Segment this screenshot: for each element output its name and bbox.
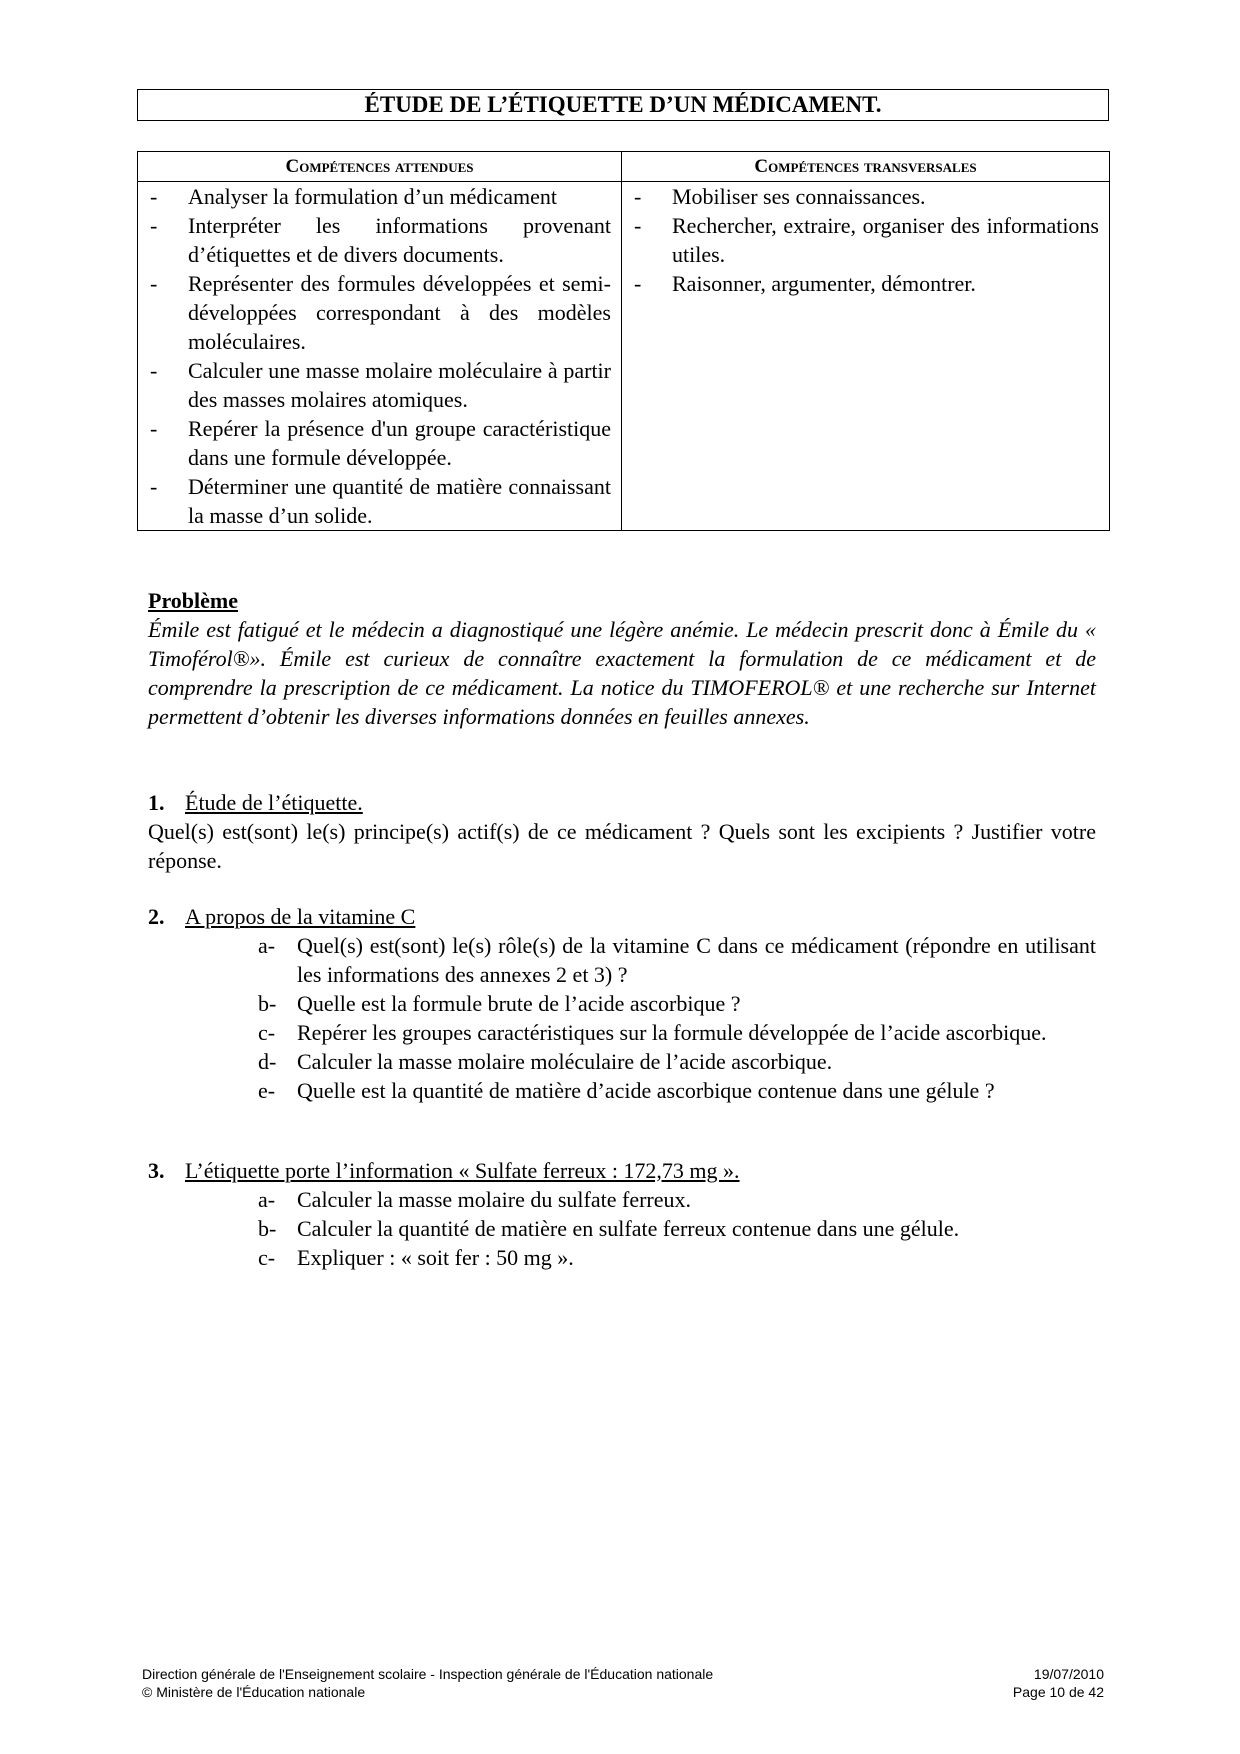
header-competences-attendues: Compétences attendues <box>138 152 622 182</box>
item-text: Expliquer : « soit fer : 50 mg ». <box>297 1245 574 1270</box>
item-letter: d- <box>258 1049 277 1074</box>
item-text: Quel(s) est(sont) le(s) rôle(s) de la vitamine C dans ce médicament (répondre en utilisant les informations des annexes 2 et 3) ? <box>297 933 1096 987</box>
probleme-section <box>148 586 1096 731</box>
list-item <box>258 989 1096 1018</box>
question-label: L’étiquette porte l’information « Sulfate ferreux : 172,73 mg ». <box>185 1158 740 1183</box>
item-text: Repérer les groupes caractéristiques sur la formule développée de l’acide ascorbique. <box>297 1020 1047 1045</box>
item-letter: b- <box>258 1216 277 1241</box>
probleme-title: Problème <box>148 588 239 613</box>
item-letter: a- <box>258 933 276 958</box>
list-item <box>258 1243 1096 1272</box>
footer-institution: Direction générale de l'Enseignement scolaire - Inspection générale de l'Éducation nationale <box>142 1666 714 1682</box>
item-letter: c- <box>258 1245 276 1270</box>
footer-page-number: Page 10 de 42 <box>1012 1684 1104 1700</box>
item-letter: e- <box>258 1078 276 1103</box>
question-number: 1. <box>148 790 165 815</box>
question-label: A propos de la vitamine C <box>185 904 416 929</box>
list-item: - Repérer la présence d'un groupe caractéristique dans une formule développée. <box>150 414 611 472</box>
question-2 <box>148 902 1096 1105</box>
competences-table <box>137 151 1110 531</box>
list-item: - Rechercher, extraire, organiser des informations utiles. <box>634 211 1099 269</box>
list-item <box>258 1047 1096 1076</box>
question-1 <box>148 788 1096 875</box>
footer-date: 19/07/2010 <box>1033 1666 1104 1682</box>
list-item: - Analyser la formulation d’un médicament <box>150 182 611 211</box>
item-letter: c- <box>258 1020 276 1045</box>
list-item: - Mobiliser ses connaissances. <box>634 182 1099 211</box>
question-number: 2. <box>148 904 165 929</box>
list-item <box>258 1076 1096 1105</box>
item-letter: b- <box>258 991 277 1016</box>
competences-transversales-list <box>634 182 1099 298</box>
item-text: Quelle est la quantité de matière d’acide ascorbique contenue dans une gélule ? <box>297 1078 995 1103</box>
list-item <box>258 1214 1096 1243</box>
question-text: Quel(s) est(sont) le(s) principe(s) actif(s) de ce médicament ? Quels sont les excipients ? Justifier votre réponse. <box>148 819 1096 873</box>
footer-left <box>142 1665 713 1701</box>
list-item: - Calculer une masse molaire moléculaire à partir des masses molaires atomiques. <box>150 356 611 414</box>
item-letter: a- <box>258 1187 276 1212</box>
page-title: ÉTUDE DE L’ÉTIQUETTE D’UN MÉDICAMENT. <box>137 89 1109 121</box>
footer-right <box>1013 1665 1104 1701</box>
sub-question-list <box>148 931 1096 1105</box>
competences-attendues-list <box>150 182 611 530</box>
question-number: 3. <box>148 1158 165 1183</box>
list-item: - Représenter des formules développées et semi-développées correspondant à des modèles moléculaires. <box>150 269 611 356</box>
probleme-text: Émile est fatigué et le médecin a diagnostiqué une légère anémie. Le médecin prescrit donc à Émile du « Timoférol®». Émile est curieux de connaître exactement la formulation de ce médicament et de comprendre la prescription de ce médicament. La notice du TIMOFEROL® et une recherche sur Internet permettent d’obtenir les diverses informations données en feuilles annexes. <box>148 617 1096 729</box>
item-text: Calculer la masse molaire moléculaire de l’acide ascorbique. <box>297 1049 833 1074</box>
list-item <box>258 1018 1096 1047</box>
item-text: Calculer la quantité de matière en sulfate ferreux contenue dans une gélule. <box>297 1216 960 1241</box>
sub-question-list <box>148 1185 1096 1272</box>
question-label: Étude de l’étiquette. <box>185 790 363 815</box>
header-competences-transversales: Compétences transversales <box>622 152 1110 182</box>
footer-copyright: © Ministère de l'Éducation nationale <box>142 1684 366 1700</box>
list-item: - Raisonner, argumenter, démontrer. <box>634 269 1099 298</box>
list-item: - Déterminer une quantité de matière connaissant la masse d’un solide. <box>150 472 611 530</box>
list-item: - Interpréter les informations provenant d’étiquettes et de divers documents. <box>150 211 611 269</box>
item-text: Quelle est la formule brute de l’acide ascorbique ? <box>297 991 741 1016</box>
competences-transversales-cell <box>622 182 1110 531</box>
question-3 <box>148 1156 1096 1272</box>
item-text: Calculer la masse molaire du sulfate ferreux. <box>297 1187 692 1212</box>
competences-attendues-cell <box>138 182 622 531</box>
list-item <box>258 931 1096 989</box>
list-item <box>258 1185 1096 1214</box>
